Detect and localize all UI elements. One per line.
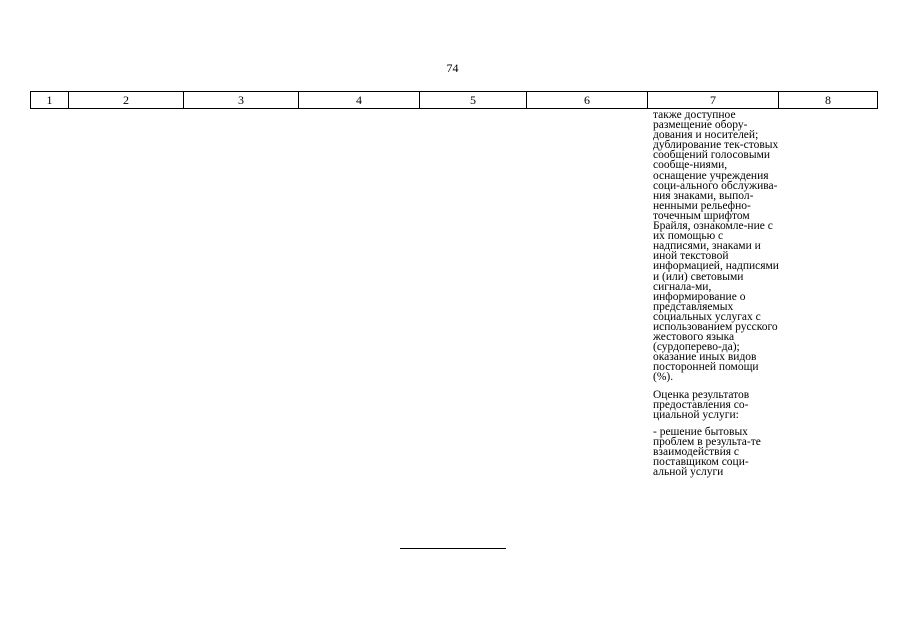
column-header-2: 2 xyxy=(69,92,184,109)
assessment-heading-paragraph: Оценка результатов предоставления со-циальной услуги: xyxy=(653,388,750,421)
column-number-header xyxy=(30,91,878,109)
header-row xyxy=(31,92,878,109)
footnote-separator xyxy=(400,548,506,549)
column-7-text xyxy=(653,110,779,477)
accessibility-paragraph: также доступное размещение обору-дования и носителей; дублирование тек-стовых сообщений голосовыми сообще-ниями, оснащение учреждения соци-ального обслужива-ния знаками, выпол-ненными рельефно-точечным шрифтом Брайля, ознакомле-ние с их помощью с надписями, знаками и иной текстовой информацией, надписями и (или) световыми сигнала-ми, информирование о представляемых социальных услугах с использованием русского жестового языка (сурдоперево-да); оказание иных видов посторонней помощи (%). xyxy=(653,109,779,384)
column-header-4: 4 xyxy=(299,92,420,109)
page-number: 74 xyxy=(446,61,459,75)
assessment-item-paragraph: - решение бытовых проблем в результа-те взаимодействия с поставщиком соци-альной услуги xyxy=(653,425,761,479)
column-header-6: 6 xyxy=(527,92,648,109)
column-header-3: 3 xyxy=(184,92,299,109)
column-header-8: 8 xyxy=(779,92,878,109)
column-header-5: 5 xyxy=(420,92,527,109)
column-header-7: 7 xyxy=(648,92,779,109)
column-header-1: 1 xyxy=(31,92,69,109)
